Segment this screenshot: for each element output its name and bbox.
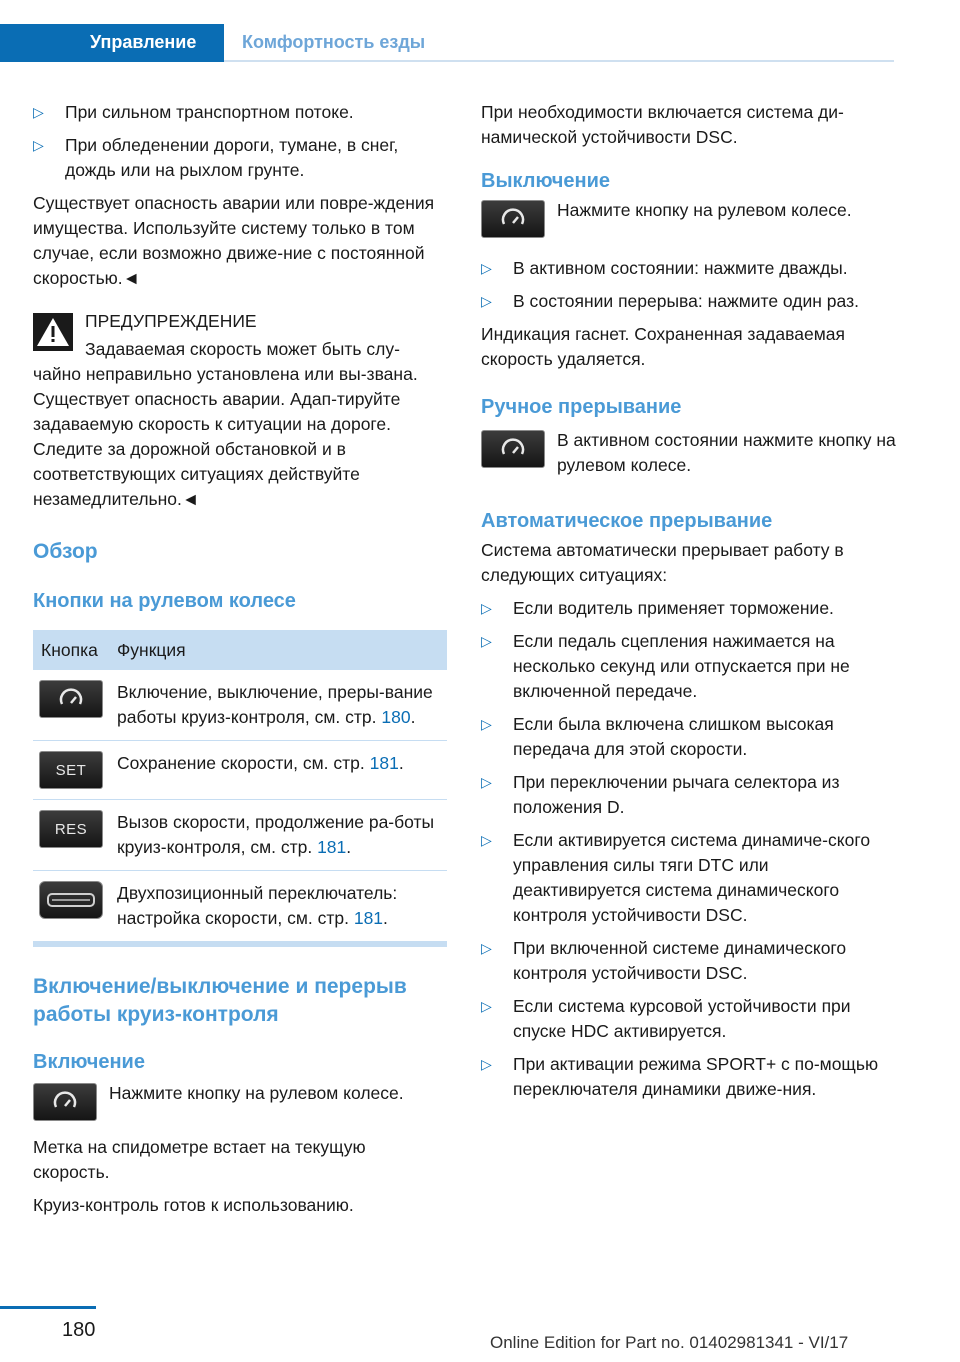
warning-title: ПРЕДУПРЕЖДЕНИЕ	[85, 311, 257, 331]
cruise-control-button-icon	[39, 680, 103, 718]
table-header-row	[33, 630, 447, 670]
list-item: ▷ При обледенении дороги, тумане, в снег, дождь или на рыхлом грунте.	[33, 133, 447, 183]
list-item: ▷ Если водитель применяет торможение.	[481, 596, 896, 621]
table-bottom-rule	[33, 941, 447, 947]
section-title-overview: Обзор	[33, 540, 98, 563]
table-header-button: Кнопка	[33, 630, 117, 670]
page-number: 180	[62, 1319, 96, 1341]
subsection-title-off: Выключение	[481, 170, 611, 192]
subsection-title-manual: Ручное прерывание	[481, 396, 682, 418]
table-row: Включение, выключение, преры-вание работы круиз-контроля, см. стр. 180.	[33, 670, 447, 741]
subsection-title-buttons: Кнопки на рулевом колесе	[33, 590, 296, 612]
table-row: SET Сохранение скорости, см. стр. 181.	[33, 741, 447, 800]
list-item: ▷ Если педаль сцепления нажимается на несколько секунд или отпускается при не включенной передаче.	[481, 629, 896, 704]
warning-icon	[33, 313, 73, 351]
triangle-bullet-icon: ▷	[481, 998, 492, 1014]
table-header-function: Функция	[117, 630, 447, 670]
list-item: ▷ В активном состоянии: нажмите дважды.	[481, 256, 896, 281]
header-divider	[224, 60, 894, 62]
header-tab-comfort[interactable]: Комфортность езды	[242, 32, 426, 52]
edition-info: Online Edition for Part no. 01402981341 - VI/17	[490, 1333, 849, 1352]
header-tab-control[interactable]: Управление	[90, 32, 197, 52]
set-button-icon: SET	[39, 751, 103, 789]
triangle-bullet-icon: ▷	[481, 600, 492, 616]
footer-rule	[0, 1306, 96, 1309]
triangle-bullet-icon: ▷	[481, 260, 492, 276]
triangle-bullet-icon: ▷	[481, 1056, 492, 1072]
rocker-switch-icon	[39, 881, 103, 919]
buttons-table	[33, 630, 447, 941]
cruise-control-button-icon	[481, 430, 545, 468]
on-instruction: Нажмите кнопку на рулевом колесе.	[33, 1081, 447, 1121]
triangle-bullet-icon: ▷	[481, 633, 492, 649]
right-column: При необходимости включается система ди-намической устойчивости DSC. Выключение Нажмите кнопку на рулевом колесе. ▷ В активном состоянии: нажмите дважды. ▷ В состоянии перерыва: нажмите один раз. Индикация гаснет. Сохраненная задаваемая скорость удаляется. Ручное прерывание В активном состоянии нажмите кнопку на рулевом колесе. Автоматическое прерывание Система автоматически прерывает работу в следующих ситуациях: ▷ Если водитель применяет торможение. ▷ Если педаль сцепления нажимается на несколько секунд или отпускается при не включенной передаче. ▷ Если была включена слишком высокая передача для этой скорости. ▷ При переключении рычага селектора из положения D. ▷ Если активируется система динамиче-ского управления силы тяги DTC или деактивируется система динамического контроля устойчивости DSC. ▷ При включенной системе динамического контроля устойчивости DSC. ▷ Если система курсовой устойчивости при спуске HDC активируется. ▷ При активации режима SPORT+ с по-мощью переключателя динамики движе-ния.	[481, 100, 896, 1110]
list-item: ▷ При переключении рычага селектора из положения D.	[481, 770, 896, 820]
list-item: ▷ При включенной системе динамического контроля устойчивости DSC.	[481, 936, 896, 986]
manual-instruction: В активном состоянии нажмите кнопку на рулевом колесе.	[481, 428, 896, 478]
off-instruction: Нажмите кнопку на рулевом колесе.	[481, 198, 896, 238]
triangle-bullet-icon: ▷	[33, 104, 44, 120]
subsection-title-auto: Автоматическое прерывание	[481, 510, 773, 532]
warning-text: Задаваемая скорость может быть слу-чайно неправильно установлена или вы-звана. Существует опасность аварии. Адап-тируйте задаваемую скорость к ситуации на дороге. Следите за дорожной обстановкой и в соответствующих ситуациях действуйте незамедлительно.◄	[33, 339, 418, 509]
page-link[interactable]: 181	[353, 908, 384, 928]
list-item: ▷ В состоянии перерыва: нажмите один раз.	[481, 289, 896, 314]
page-link[interactable]: 180	[381, 707, 411, 727]
danger-text: Существует опасность аварии или повре-ждения имущества. Используйте систему только в том случае, если возможно движе-ние с постоянной скоростью.◄	[33, 193, 435, 288]
triangle-bullet-icon: ▷	[481, 774, 492, 790]
res-button-icon: RES	[39, 810, 103, 848]
list-item: ▷ При сильном транспортном потоке.	[33, 100, 447, 125]
page-link[interactable]: 181	[369, 753, 399, 773]
left-column: ▷ При сильном транспортном потоке. ▷ При обледенении дороги, тумане, в снег, дождь или на рыхлом грунте. Существует опасность аварии или повре-ждения имущества. Используйте систему только в том случае, если возможно движе-ние с постоянной скоростью.◄ ПРЕДУПРЕЖДЕНИЕ Задаваемая скорость может быть слу-чайно неправильно установлена или вы-звана. Существует опасность аварии. Адап-тируйте задаваемую скорость к ситуации на дороге. Следите за дорожной обстановкой и в соответствующих ситуациях действуйте незамедлительно.◄ Обзор Кнопки на рулевом колесе Кнопка Функция Включение, выключение, преры-вание работы круиз-контроля, см. стр. 180. SET Сохранение скорости, см. стр. 181. RES Вызов скорости, продолжение ра-боты круиз-контроля, см. стр. 181. Двухпозиционный переключатель: настройка скорости, см. стр. 181. Включение/выключение и перерыв работы круиз-контроля Включение Нажмите кнопку на рулевом колесе. Метка на спидометре встает на текущую скорость. Круиз-контроль готов к использованию.	[33, 100, 447, 1226]
cruise-control-button-icon	[33, 1083, 97, 1121]
list-item: ▷ При активации режима SPORT+ с по-мощью переключателя динамики движе-ния.	[481, 1052, 896, 1102]
subsection-title-on: Включение	[33, 1051, 145, 1073]
triangle-bullet-icon: ▷	[481, 716, 492, 732]
list-item: ▷ Если была включена слишком высокая передача для этой скорости.	[481, 712, 896, 762]
section-title-on-off: Включение/выключение и перерыв работы круиз-контроля	[33, 975, 407, 1026]
table-row: Двухпозиционный переключатель: настройка скорости, см. стр. 181.	[33, 871, 447, 942]
table-row: RES Вызов скорости, продолжение ра-боты круиз-контроля, см. стр. 181.	[33, 800, 447, 871]
list-item: ▷ Если активируется система динамиче-ского управления силы тяги DTC или деактивируется система динамического контроля устойчивости DSC.	[481, 828, 896, 928]
triangle-bullet-icon: ▷	[481, 940, 492, 956]
triangle-bullet-icon: ▷	[481, 293, 492, 309]
triangle-bullet-icon: ▷	[481, 832, 492, 848]
cruise-control-button-icon	[481, 200, 545, 238]
list-item: ▷ Если система курсовой устойчивости при спуске HDC активируется.	[481, 994, 896, 1044]
triangle-bullet-icon: ▷	[33, 137, 44, 153]
warning-block	[33, 309, 447, 512]
page-link[interactable]: 181	[317, 837, 347, 857]
